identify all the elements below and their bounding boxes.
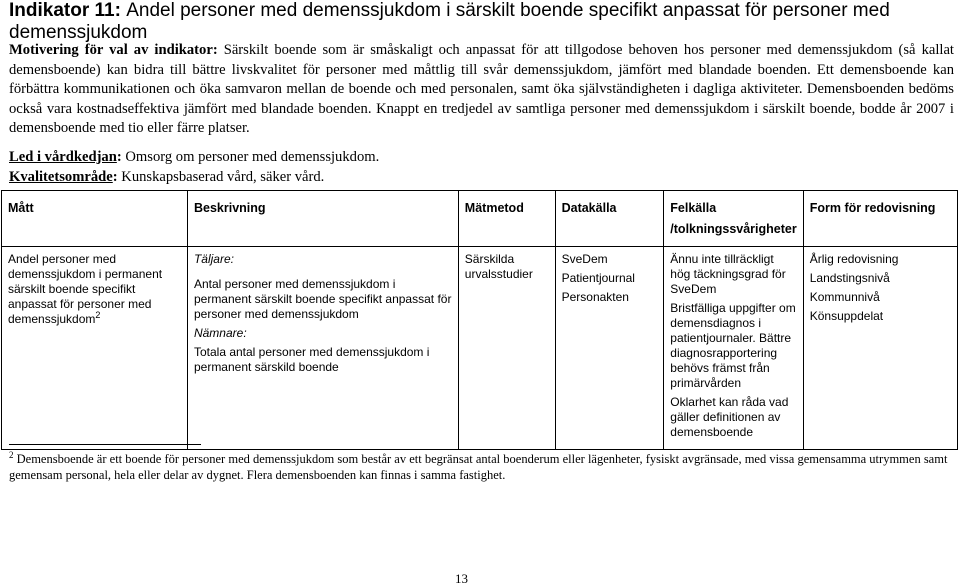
- header-felkalla: [664, 191, 803, 247]
- redovisning-item: Årlig redovisning: [809, 252, 899, 266]
- footnote-ref: 2: [95, 310, 101, 320]
- quality-area-line: Kvalitetsområde: Kunskapsbaserad vård, säker vård.: [9, 169, 325, 185]
- namnare-text: Totala antal personer med demenssjukdom i permanent särskild boende: [193, 345, 430, 374]
- care-chain-label: Led i vårdkedjan: [9, 149, 117, 165]
- footnote-text: Demensboende är ett boende för personer med demenssjukdom som består av ett begränsat antal boenderum eller lägenheter, fysiskt avgränsade, med vissa gemensamma utrymmen samt gemensam personal, hela eller delar av dygnet. Flera demensboenden kan finnas i samma fastighet.: [9, 452, 948, 482]
- cell-beskrivning: [187, 247, 458, 450]
- header-matt: Mått: [2, 191, 188, 247]
- indicator-table: [1, 190, 958, 450]
- header-felkalla-line2: /tolkningssvårigheter: [670, 222, 797, 236]
- matt-text: Andel personer med demenssjukdom i permanent särskilt boende specifikt anpassat för personer med demenssjukdom: [8, 252, 163, 326]
- motivation-paragraph: Motivering för val av indikator: Särskilt boende som är småskaligt och anpassat för att tillgodose behoven hos personer med demenssjukdom (så kallat demensboende) kan bidra till bättre livskvalitet för personer med måttlig till svår demenssjukdom, jämfört med blandade boenden. Ett demensboende kan förbättra kommunikationen och öka samvaron mellan de boende och med personalen, samt öka självständigheten i dagliga aktiviteter. Demensboenden bedöms också vara kostnadseffektiva jämfört med blandade boenden. Knappt en tredjedel av samtliga personer med demenssjukdom i särskilt boende, bodde år 2007 i demensboende med tio eller färre platser.: [9, 42, 954, 136]
- cell-matmetod: [458, 247, 555, 450]
- cell-redovisning: [803, 247, 957, 450]
- redovisning-item: Könsuppdelat: [809, 309, 884, 323]
- footnote: [9, 449, 954, 483]
- indicator-title: [9, 0, 954, 44]
- taljare-text: Antal personer med demenssjukdom i permanent särskilt boende specifikt anpassat för personer med demenssjukdom: [193, 277, 452, 321]
- datakalla-item: Personakten: [561, 290, 629, 304]
- felkalla-item: Ännu inte tillräckligt hög täckningsgrad för SveDem: [670, 252, 786, 296]
- felkalla-item: Bristfälliga uppgifter om demensdiagnos i patientjournaler. Bättre diagnosrapportering behövs främst från primärvården: [670, 301, 796, 390]
- footnote-marker: 2: [9, 449, 14, 460]
- taljare-label: Täljare:: [193, 252, 234, 266]
- table-header-row: [2, 191, 958, 247]
- matmetod-text: Särskilda urvalsstudier: [464, 252, 533, 281]
- felkalla-item: Oklarhet kan råda vad gäller definitionen av demensboende: [670, 395, 789, 439]
- header-felkalla-line1: Felkälla: [670, 201, 717, 215]
- redovisning-item: Landstingsnivå: [809, 271, 890, 285]
- cell-datakalla: [555, 247, 664, 450]
- header-redovisning: Form för redovisning: [803, 191, 957, 247]
- datakalla-item: Patientjournal: [561, 271, 635, 285]
- indicator-title-text: Andel personer med demenssjukdom i särskilt boende specifikt anpassat för personer med demenssjukdom: [9, 0, 890, 43]
- table-row: [2, 247, 958, 450]
- cell-matt: [2, 247, 188, 450]
- header-datakalla: Datakälla: [555, 191, 664, 247]
- quality-area-value: Kunskapsbaserad vård, säker vård.: [121, 169, 325, 185]
- namnare-label: Nämnare:: [193, 326, 247, 340]
- header-matmetod: Mätmetod: [458, 191, 555, 247]
- cell-felkalla: [664, 247, 803, 450]
- care-chain-line: Led i vårdkedjan: Omsorg om personer med demenssjukdom.: [9, 149, 380, 165]
- motivation-text: Särskilt boende som är småskaligt och anpassat för att tillgodose behoven hos personer med demenssjukdom (så kallat demensboende) kan bidra till bättre livskvalitet för personer med måttlig till svår demenssjukdom, jämfört med blandade boenden. Ett demensboende kan förbättra kommunikationen och öka samvaron mellan de boende och med personalen, samt öka självständigheten i dagliga aktiviteter. Demensboenden bedöms också vara kostnadseffektiva jämfört med blandade boenden. Knappt en tredjedel av samtliga personer med demenssjukdom i särskilt boende, bodde år 2007 i demensboende med tio eller färre platser.: [9, 42, 954, 136]
- quality-area-label: Kvalitetsområde: [9, 169, 113, 185]
- page-number: 13: [455, 571, 468, 586]
- footnote-divider: [9, 444, 201, 445]
- header-beskrivning: Beskrivning: [187, 191, 458, 247]
- care-chain-value: Omsorg om personer med demenssjukdom.: [125, 149, 380, 165]
- motivation-label: Motivering för val av indikator: [9, 42, 213, 58]
- indicator-number: Indikator 11:: [9, 0, 121, 21]
- redovisning-item: Kommunnivå: [809, 290, 880, 304]
- datakalla-item: SveDem: [561, 252, 608, 266]
